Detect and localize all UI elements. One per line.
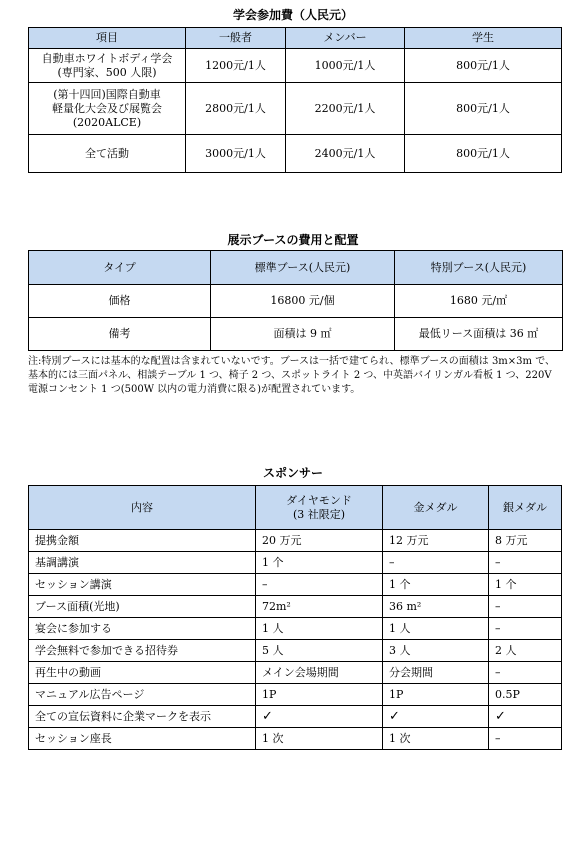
sponsor-silver: – bbox=[489, 662, 562, 684]
sponsor-diamond: メイン会場期間 bbox=[256, 662, 383, 684]
booth-type: 備考 bbox=[29, 318, 211, 351]
booth-standard: 面積は 9 ㎡ bbox=[211, 318, 395, 351]
sponsor-silver: – bbox=[489, 618, 562, 640]
sponsor-silver: – bbox=[489, 728, 562, 750]
table-row bbox=[29, 135, 562, 173]
sponsor-silver: 2 人 bbox=[489, 640, 562, 662]
sponsor-gold: 1P bbox=[383, 684, 489, 706]
sponsor-diamond: – bbox=[256, 574, 383, 596]
sponsor-silver: 1 个 bbox=[489, 574, 562, 596]
sponsor-silver: – bbox=[489, 596, 562, 618]
fees-header-student: 学生 bbox=[405, 28, 562, 49]
fees-student: 800元/1人 bbox=[405, 49, 562, 83]
sponsor-diamond: 1 个 bbox=[256, 552, 383, 574]
fees-student: 800元/1人 bbox=[405, 135, 562, 173]
table-row bbox=[29, 318, 563, 351]
sponsor-gold: 1 个 bbox=[383, 574, 489, 596]
table-row bbox=[29, 574, 562, 596]
fees-general: 3000元/1人 bbox=[186, 135, 286, 173]
sponsor-content: 提携金額 bbox=[29, 530, 256, 552]
table-row bbox=[29, 618, 562, 640]
check-icon: ✓ bbox=[383, 706, 489, 728]
sponsor-diamond: 1 次 bbox=[256, 728, 383, 750]
table-row bbox=[29, 684, 562, 706]
fees-header-general: 一般者 bbox=[186, 28, 286, 49]
sponsor-header-silver: 銀メダル bbox=[489, 486, 562, 530]
fees-header-row bbox=[29, 28, 562, 49]
sponsor-gold: 36 m² bbox=[383, 596, 489, 618]
fees-header-member: メンバー bbox=[286, 28, 405, 49]
booth-header-standard: 標準ブース(人民元) bbox=[211, 251, 395, 285]
fees-member: 1000元/1人 bbox=[286, 49, 405, 83]
fees-item: 自動車ホワイトボディ学会 (専門家、500 人限) bbox=[29, 49, 186, 83]
booth-special: 1680 元/㎡ bbox=[395, 285, 563, 318]
table-row bbox=[29, 285, 563, 318]
sponsor-content: 全ての宣伝資料に企業マークを表示 bbox=[29, 706, 256, 728]
booth-note: 注:特別ブースには基本的な配置は含まれていないです。ブースは一括で建てられ、標準ブースの面積は 3m×3m で、基本的には三面パネル、相談テーブル 1 つ、椅子 2 つ、スポットライト 2 つ、中英語バイリンガル看板 1 つ、220V 電源コンセント 1 つ(500W 以内の電力消費に限る)が配置されています。 bbox=[28, 356, 555, 395]
sponsor-content: セッション座長 bbox=[29, 728, 256, 750]
sponsor-silver: – bbox=[489, 552, 562, 574]
booth-header-row bbox=[29, 251, 563, 285]
sponsor-gold: 分会期間 bbox=[383, 662, 489, 684]
booth-header-special: 特別ブース(人民元) bbox=[395, 251, 563, 285]
sponsor-content: 基調講演 bbox=[29, 552, 256, 574]
sponsor-title: スポンサー bbox=[262, 466, 323, 480]
sponsor-table bbox=[28, 485, 562, 750]
sponsor-diamond: 1 人 bbox=[256, 618, 383, 640]
sponsor-header-gold: 金メダル bbox=[383, 486, 489, 530]
sponsor-content: 再生中の動画 bbox=[29, 662, 256, 684]
sponsor-header-row bbox=[29, 486, 562, 530]
check-icon: ✓ bbox=[489, 706, 562, 728]
table-row bbox=[29, 728, 562, 750]
booth-header-type: タイプ bbox=[29, 251, 211, 285]
sponsor-gold: 12 万元 bbox=[383, 530, 489, 552]
sponsor-diamond: 1P bbox=[256, 684, 383, 706]
sponsor-content: 宴会に参加する bbox=[29, 618, 256, 640]
check-icon: ✓ bbox=[256, 706, 383, 728]
sponsor-header-diamond: ダイヤモンド (3 社限定) bbox=[256, 486, 383, 530]
fees-student: 800元/1人 bbox=[405, 83, 562, 135]
sponsor-diamond: 20 万元 bbox=[256, 530, 383, 552]
sponsor-diamond: 72m² bbox=[256, 596, 383, 618]
booth-type: 価格 bbox=[29, 285, 211, 318]
sponsor-content: セッション講演 bbox=[29, 574, 256, 596]
sponsor-silver: 0.5P bbox=[489, 684, 562, 706]
fees-item: (第十四回)国際自動車 軽量化大会及び展覧会 (2020ALCE) bbox=[29, 83, 186, 135]
booth-title: 展示ブースの費用と配置 bbox=[227, 233, 359, 247]
fees-member: 2200元/1人 bbox=[286, 83, 405, 135]
sponsor-gold: 3 人 bbox=[383, 640, 489, 662]
sponsor-gold: 1 次 bbox=[383, 728, 489, 750]
fees-table bbox=[28, 27, 562, 173]
sponsor-content: ブース面積(光地) bbox=[29, 596, 256, 618]
table-row bbox=[29, 49, 562, 83]
sponsor-content: マニュアル広告ページ bbox=[29, 684, 256, 706]
table-row bbox=[29, 640, 562, 662]
table-row bbox=[29, 596, 562, 618]
sponsor-header-content: 内容 bbox=[29, 486, 256, 530]
fees-title: 学会参加費（人民元） bbox=[232, 8, 353, 22]
fees-item: 全て活動 bbox=[29, 135, 186, 173]
table-row bbox=[29, 552, 562, 574]
fees-general: 2800元/1人 bbox=[186, 83, 286, 135]
fees-member: 2400元/1人 bbox=[286, 135, 405, 173]
table-row bbox=[29, 530, 562, 552]
booth-table bbox=[28, 250, 563, 351]
sponsor-diamond: 5 人 bbox=[256, 640, 383, 662]
sponsor-gold: – bbox=[383, 552, 489, 574]
booth-standard: 16800 元/個 bbox=[211, 285, 395, 318]
booth-special: 最低リース面積は 36 ㎡ bbox=[395, 318, 563, 351]
table-row bbox=[29, 83, 562, 135]
sponsor-silver: 8 万元 bbox=[489, 530, 562, 552]
fees-general: 1200元/1人 bbox=[186, 49, 286, 83]
table-row bbox=[29, 662, 562, 684]
sponsor-content: 学会無料で参加できる招待券 bbox=[29, 640, 256, 662]
table-row bbox=[29, 706, 562, 728]
fees-header-item: 項目 bbox=[29, 28, 186, 49]
sponsor-gold: 1 人 bbox=[383, 618, 489, 640]
